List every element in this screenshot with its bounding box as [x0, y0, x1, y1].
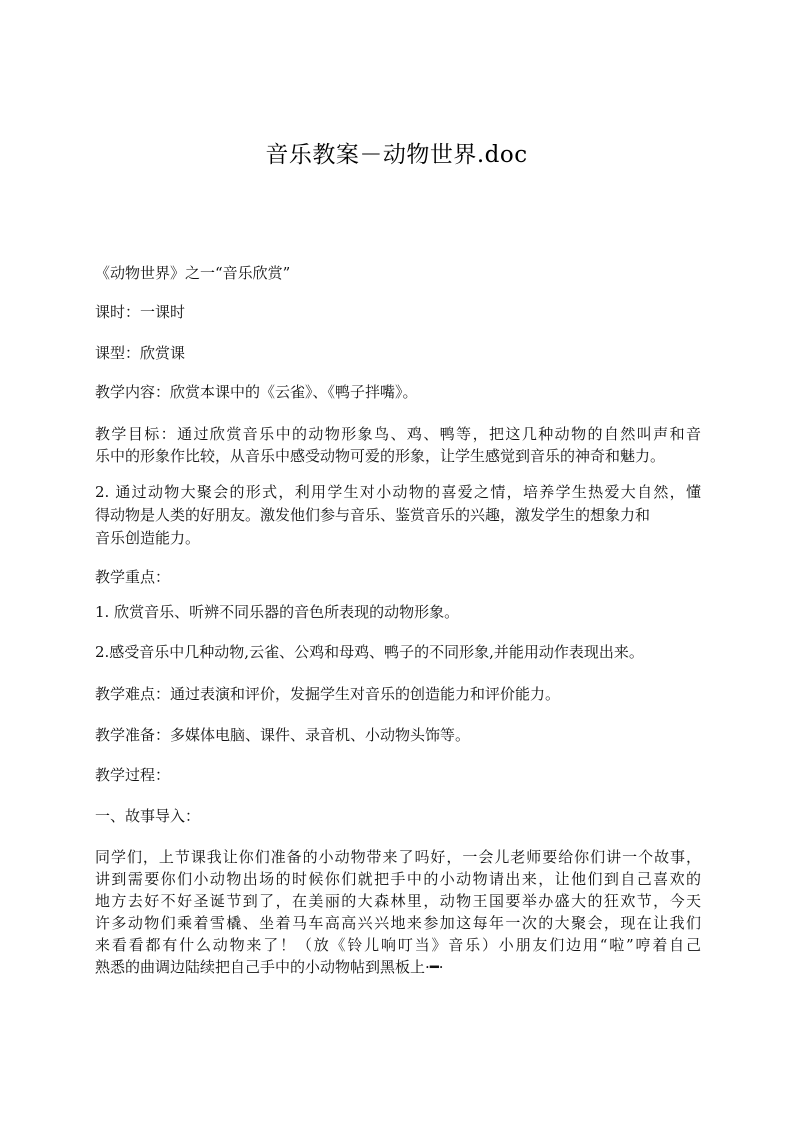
story-paragraph: [95, 846, 701, 978]
subtitle: 《动物世界》之一“音乐欣赏”: [95, 264, 291, 282]
lesson-type: 课型：欣赏课: [95, 344, 186, 362]
section-1-heading: 一、故事导入：: [95, 807, 201, 825]
key-point-2: 2.感受音乐中几种动物,云雀、公鸡和母鸡、鸭子的不同形象,并能用动作表现出来。: [95, 643, 644, 661]
story-line-5: 来看看都有什么动物来了！（放《铃儿响叮当》音乐）小朋友们边用“啦”哼着自己: [95, 936, 701, 954]
key-point-1: 1. 欣赏音乐、听辨不同乐器的音色所表现的动物形象。: [95, 603, 460, 621]
goal2-line-1: 2. 通过动物大聚会的形式，利用学生对小动物的喜爱之情，培养学生热爱大自然，懂: [95, 483, 701, 501]
teaching-preparation: 教学准备：多媒体电脑、课件、录音机、小动物头饰等。: [95, 726, 471, 744]
teaching-content: 教学内容：欣赏本课中的《云雀》、《鸭子拌嘴》。: [95, 383, 418, 401]
lesson-time: 课时：一课时: [95, 303, 186, 321]
goals-line-2: 乐中的形象作比较，从音乐中感受动物可爱的形象，让学生感觉到音乐的神奇和魅力。: [95, 447, 666, 465]
story-line-3: 地方去好不好圣诞节到了，在美丽的大森林里，动物王国要举办盛大的狂欢节，今天: [95, 892, 701, 910]
goal2-line-3: 音乐创造能力。: [95, 529, 201, 547]
teaching-difficulty: 教学难点：通过表演和评价，发掘学生对音乐的创造能力和评价能力。: [95, 685, 561, 703]
goals-line-1: 教学目标：通过欣赏音乐中的动物形象鸟、鸡、鸭等，把这几种动物的自然叫声和音: [95, 425, 701, 443]
document-title: 音乐教案－动物世界.doc: [265, 142, 528, 168]
story-line-2: 讲到需要你们小动物出场的时候你们就把手中的小动物请出来，让他们到自己喜欢的: [95, 870, 701, 888]
teaching-goal-2: [95, 481, 701, 550]
story-line-1: 同学们，上节课我让你们准备的小动物带来了吗好，一会儿老师要给你们讲一个故事，: [95, 848, 701, 866]
story-line-4: 许多动物们乘着雪橇、坐着马车高高兴兴地来参加这每年一次的大聚会，现在让我们: [95, 914, 701, 932]
process-heading: 教学过程：: [95, 766, 171, 784]
story-line-6: 熟悉的曲调边陆续把自己手中的小动物帖到黑板上·━·: [95, 958, 444, 976]
key-points-heading: 教学重点：: [95, 568, 171, 586]
teaching-goals: [95, 423, 701, 467]
goal2-line-2: 得动物是人类的好朋友。激发他们参与音乐、鉴赏音乐的兴趣，激发学生的想象力和: [95, 506, 651, 524]
